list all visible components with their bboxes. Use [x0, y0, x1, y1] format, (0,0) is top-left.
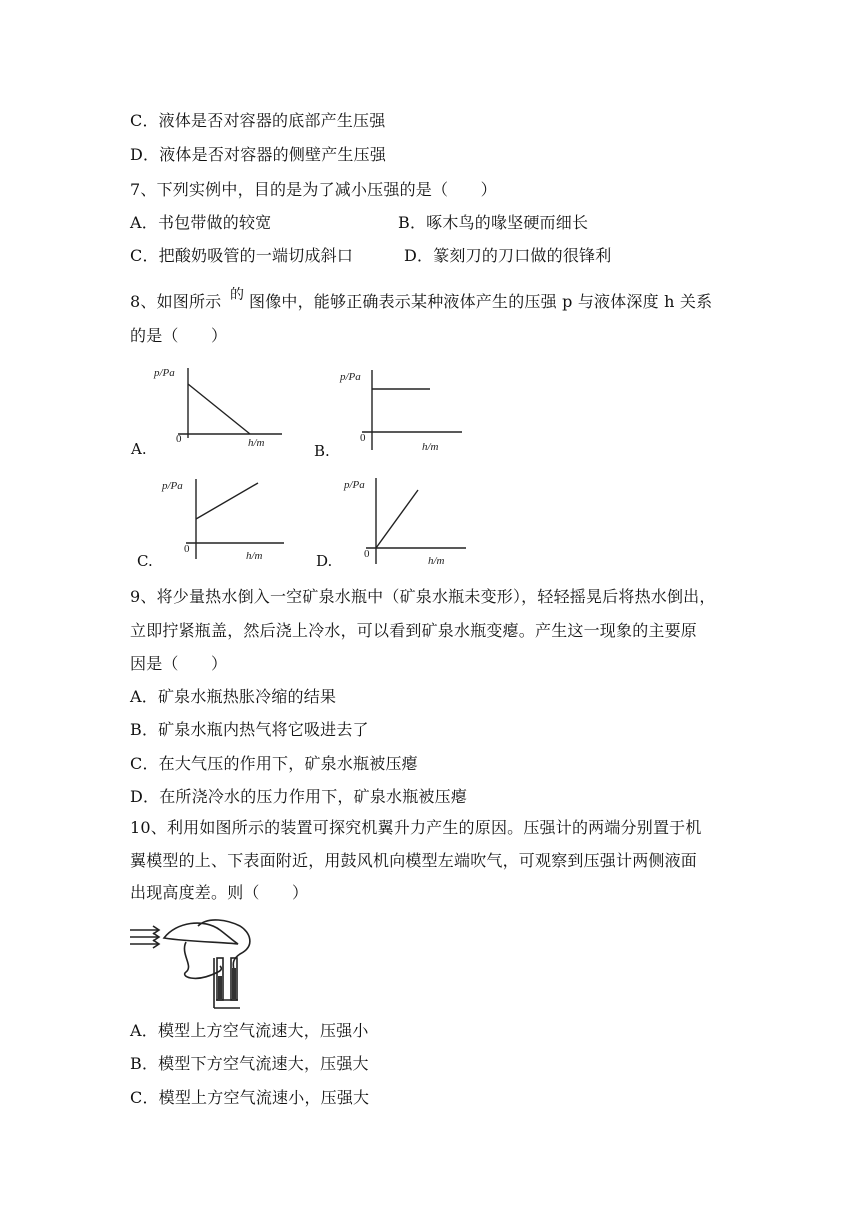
q9-stem-line3: 因是（ ） [130, 654, 228, 673]
origin-label: 0 [176, 433, 182, 445]
q8-graph-d-label: D. [316, 552, 333, 570]
lower-tube [184, 942, 221, 978]
q9-stem-line2: 立即拧紧瓶盖，然后浇上冷水，可以看到矿泉水瓶变瘪。产生这一现象的主要原 [130, 621, 698, 640]
q7-option-c: C．把酸奶吸管的一端切成斜口 [130, 246, 354, 265]
q10-stem-line1: 10、利用如图所示的装置可探究机翼升力产生的原因。压强计的两端分别置于机 [130, 818, 702, 837]
q10-option-a: A．模型上方空气流速大，压强小 [130, 1021, 369, 1040]
q8-graph-d [342, 472, 482, 568]
y-axis-label: p/Pa [340, 371, 361, 383]
q8-stem-small-char: 的 [230, 287, 244, 303]
x-axis-label: h/m [248, 437, 265, 449]
q7-option-d: D．篆刻刀的刀口做的很锋利 [404, 246, 612, 265]
q9-option-c: C．在大气压的作用下，矿泉水瓶被压瘪 [130, 754, 418, 773]
origin-label: 0 [360, 432, 366, 444]
q9-option-d: D．在所浇冷水的压力作用下，矿泉水瓶被压瘪 [130, 787, 468, 806]
q10-option-c: C．模型上方空气流速小，压强大 [130, 1088, 370, 1107]
pressure-line [188, 384, 250, 434]
q7-stem: 7、下列实例中，目的是为了减小压强的是（ ） [130, 180, 497, 199]
q10-stem-line2: 翼模型的上、下表面附近，用鼓风机向模型左端吹气，可观察到压强计两侧液面 [130, 851, 698, 870]
airflow-arrows [130, 926, 159, 948]
q7-option-a: A．书包带做的较宽 [130, 213, 272, 232]
y-axis-label: p/Pa [154, 367, 175, 379]
q9-option-a: A．矿泉水瓶热胀冷缩的结果 [130, 687, 337, 706]
x-axis-label: h/m [422, 441, 439, 453]
x-axis-label: h/m [428, 555, 445, 567]
pressure-line [196, 483, 258, 519]
q8-graph-b [338, 364, 478, 454]
q6-option-c: C．液体是否对容器的底部产生压强 [130, 111, 386, 130]
origin-label: 0 [184, 543, 190, 555]
q8-graph-c [160, 473, 290, 563]
q8-graph-a-label: A. [131, 440, 147, 458]
wing-model [164, 923, 238, 944]
q7-option-b: B．啄木鸟的喙坚硬而细长 [398, 213, 589, 232]
x-axis-label: h/m [246, 550, 263, 562]
pressure-line [376, 490, 418, 548]
q8-stem-part1: 8、如图所示 [130, 292, 222, 311]
q6-option-d: D．液体是否对容器的侧壁产生压强 [130, 145, 387, 164]
origin-label: 0 [364, 548, 370, 560]
q8-graph-a [150, 362, 290, 449]
q8-graph-b-label: B. [314, 442, 330, 460]
q9-option-b: B．矿泉水瓶内热气将它吸进去了 [130, 720, 369, 739]
q8-stem-part2: 图像中，能够正确表示某种液体产生的压强 p 与液体深度 h 关系 [249, 292, 713, 311]
q8-graph-c-label: C. [137, 552, 153, 570]
manometer-left-liquid [218, 976, 222, 999]
upper-tube [198, 920, 250, 970]
q9-stem-line1: 9、将少量热水倒入一空矿泉水瓶中（矿泉水瓶未变形），轻轻摇晃后将热水倒出， [130, 587, 716, 606]
y-axis-label: p/Pa [344, 479, 365, 491]
manometer-right-liquid [232, 968, 236, 999]
q10-option-b: B．模型下方空气流速大，压强大 [130, 1054, 369, 1073]
wing-lift-apparatus [128, 914, 268, 1010]
q10-stem-line3: 出现高度差。则（ ） [130, 883, 309, 902]
y-axis-label: p/Pa [162, 480, 183, 492]
q8-stem-line2: 的是（ ） [130, 326, 228, 345]
